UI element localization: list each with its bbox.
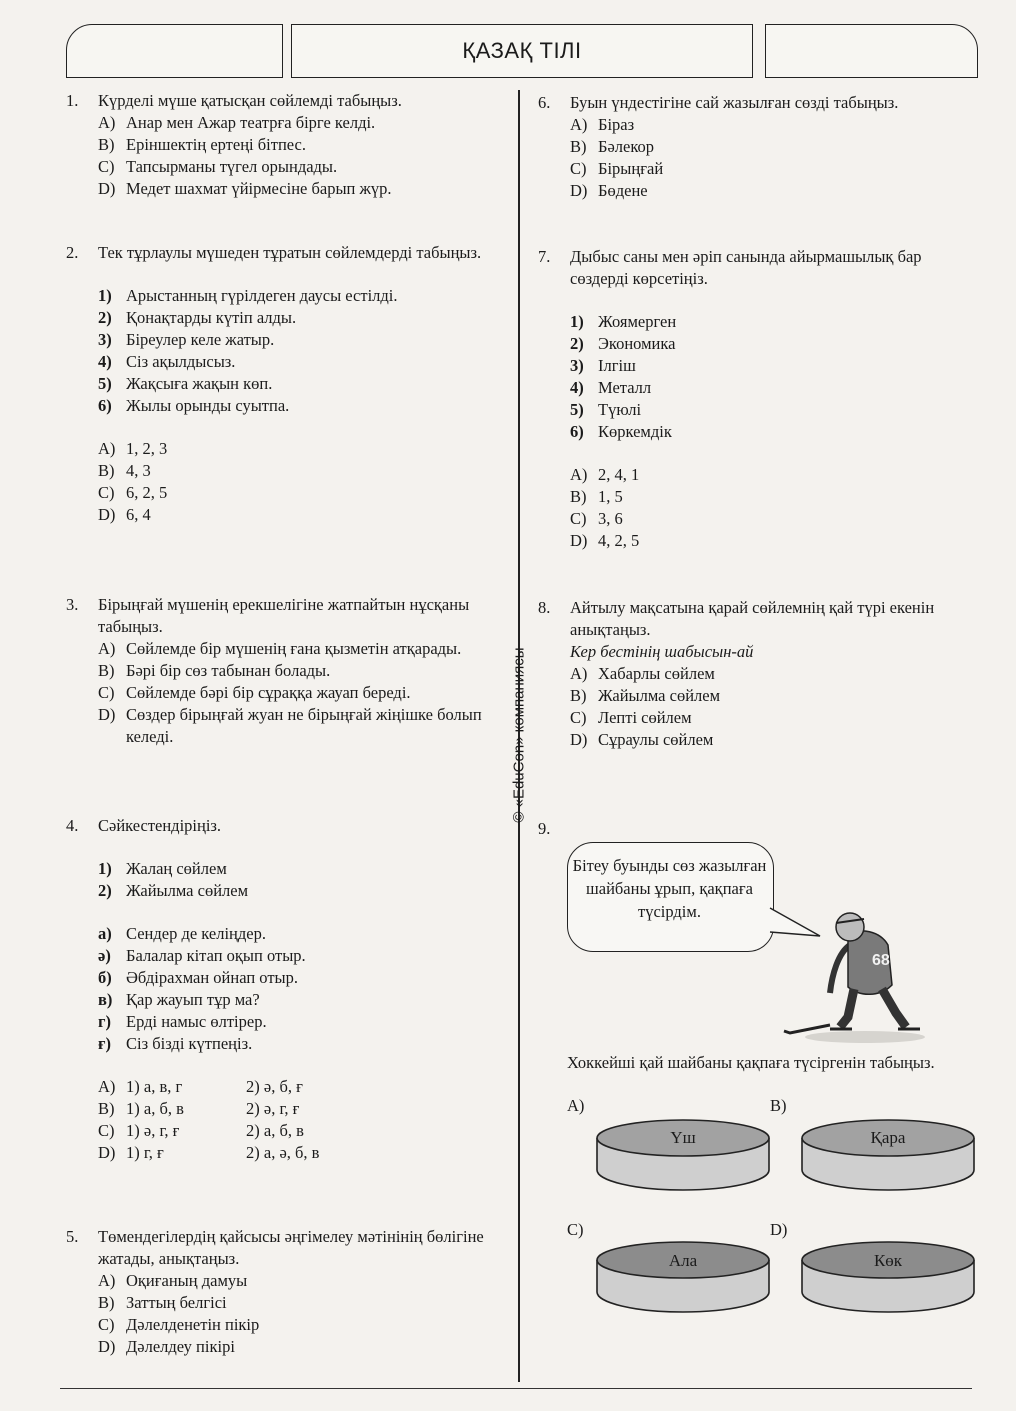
- item-text: Сендер де келіңдер.: [126, 924, 266, 943]
- item-label: 6): [570, 422, 584, 441]
- item-label: 6): [98, 396, 112, 415]
- page-title: ҚАЗАҚ ТІЛІ: [462, 38, 582, 63]
- option-label: C): [98, 157, 115, 176]
- item-label: 2): [570, 334, 584, 353]
- answer-option[interactable]: [98, 504, 486, 526]
- question-text: Төмендегілердің қайсысы әңгімелеу мәтінінің бөлігіне жатады, анықтаңыз.: [98, 1227, 484, 1268]
- question-text: Дыбыс саны мен әріп санында айырмашылық бар сөздерді көрсетіңіз.: [570, 247, 922, 288]
- option-label: A): [98, 113, 116, 132]
- answer-option[interactable]: [98, 178, 506, 200]
- item-label: ғ): [98, 1034, 111, 1053]
- item-text: Сіз бізді күтпеңіз.: [126, 1034, 253, 1053]
- list-item: [98, 329, 486, 351]
- option-label: D): [98, 705, 116, 724]
- answer-option[interactable]: [98, 1336, 496, 1358]
- answer-option[interactable]: [98, 112, 506, 134]
- item-label: 2): [98, 308, 112, 327]
- item-label: 1): [98, 286, 112, 305]
- option-text: 6, 2, 5: [126, 483, 168, 502]
- option-text: Сұраулы сөйлем: [598, 730, 714, 749]
- question-text: Бірыңғай мүшенің ерекшелігіне жатпайтын нұсқаны табыңыз.: [98, 595, 470, 636]
- answer-option[interactable]: [98, 1292, 496, 1314]
- option-label: D): [570, 531, 588, 550]
- answer-option[interactable]: [570, 663, 958, 685]
- item-text: Балалар кітап оқып отыр.: [126, 946, 306, 965]
- option-label: B): [570, 137, 587, 156]
- puck-word: Ала: [668, 1251, 698, 1270]
- option-text: Хабарлы сөйлем: [598, 664, 715, 683]
- list-item: [570, 333, 958, 355]
- question-8: [538, 597, 958, 751]
- option-text: 6, 4: [126, 505, 151, 524]
- option-text: Еріншектің ертеңі бітпес.: [126, 135, 306, 154]
- item-label: 4): [98, 352, 112, 371]
- answer-option[interactable]: [570, 464, 958, 486]
- option-part-2: 2) ә, г, ғ: [246, 1099, 300, 1118]
- question-text: Сәйкестендіріңіз.: [98, 816, 222, 835]
- answer-option[interactable]: [98, 660, 496, 682]
- item-label: 2): [98, 881, 112, 900]
- option-label: A): [570, 115, 588, 134]
- question-number: 3.: [66, 595, 79, 614]
- option-label: C): [570, 708, 587, 727]
- item-label: 3): [98, 330, 112, 349]
- question-number: 8.: [538, 598, 551, 617]
- list-item: [98, 1033, 486, 1055]
- answer-option[interactable]: [98, 704, 496, 748]
- option-label: B): [570, 487, 587, 506]
- list-item: [98, 989, 486, 1011]
- option-label: C): [98, 1315, 115, 1334]
- question-2: [66, 242, 486, 526]
- item-text: Жайылма сөйлем: [126, 881, 249, 900]
- option-label: C): [98, 1121, 115, 1140]
- option-text: Дәлелдеу пікірі: [126, 1337, 235, 1356]
- list-item: [98, 967, 486, 989]
- hockey-player-icon: [770, 905, 950, 1045]
- item-text: Металл: [598, 378, 652, 397]
- option-text: Заттың белгісі: [126, 1293, 227, 1312]
- item-label: а): [98, 924, 112, 943]
- option-text: 1, 2, 3: [126, 439, 168, 458]
- list-item: [98, 373, 486, 395]
- item-label: 4): [570, 378, 584, 397]
- answer-option[interactable]: [98, 1098, 486, 1120]
- question-number: 4.: [66, 816, 79, 835]
- option-text: Бәрі бір сөз табынан болады.: [126, 661, 331, 680]
- answer-option[interactable]: [98, 1120, 486, 1142]
- question-text: Күрделі мүше қатысқан сөйлемді табыңыз.: [98, 91, 402, 110]
- item-text: Жоямерген: [598, 312, 677, 331]
- option-label: A): [567, 1096, 585, 1115]
- list-item: [570, 377, 958, 399]
- answer-option[interactable]: [98, 460, 486, 482]
- option-label: C): [98, 483, 115, 502]
- answer-option[interactable]: [570, 158, 978, 180]
- option-label: C): [570, 509, 587, 528]
- option-text: Оқиғаның дамуы: [126, 1271, 248, 1290]
- list-item: [98, 395, 486, 417]
- item-label: ә): [98, 946, 111, 965]
- item-label: 5): [570, 400, 584, 419]
- list-item: [98, 351, 486, 373]
- answer-option[interactable]: [570, 180, 978, 202]
- list-item: [98, 1011, 486, 1033]
- list-item: [570, 355, 958, 377]
- option-text: Бөдене: [598, 181, 648, 200]
- item-label: 5): [98, 374, 112, 393]
- item-label: б): [98, 968, 112, 987]
- option-label: B): [98, 1099, 115, 1118]
- question-7: [538, 246, 958, 552]
- item-label: 1): [98, 859, 112, 878]
- question-5: [66, 1226, 496, 1358]
- answer-option[interactable]: [98, 638, 496, 660]
- answer-option[interactable]: [98, 438, 486, 460]
- list-item: [570, 399, 958, 421]
- item-text: Арыстанның гүрілдеген даусы естілді.: [126, 286, 398, 305]
- option-label: D): [98, 1337, 116, 1356]
- option-text: Сөйлемде бәрі бір сұраққа жауап береді.: [126, 683, 411, 702]
- item-text: Жылы орынды суытпа.: [126, 396, 290, 415]
- option-label: A): [98, 1077, 116, 1096]
- answer-option[interactable]: [98, 156, 506, 178]
- answer-option[interactable]: [570, 486, 958, 508]
- option-label: C): [567, 1220, 584, 1239]
- list-item: [98, 858, 486, 880]
- option-label: B): [98, 135, 115, 154]
- option-part-1: 1) а, б, в: [126, 1099, 184, 1118]
- puck-word: Көк: [873, 1251, 903, 1270]
- list-item: [98, 923, 486, 945]
- answer-option[interactable]: [570, 530, 958, 552]
- option-label: A): [570, 664, 588, 683]
- item-text: Түюлі: [598, 400, 642, 419]
- option-label: B): [98, 461, 115, 480]
- option-part-2: 2) а, ә, б, в: [246, 1143, 320, 1162]
- answer-option[interactable]: [570, 685, 958, 707]
- answer-option[interactable]: [98, 1270, 496, 1292]
- question-number: 7.: [538, 247, 551, 266]
- item-text: Экономика: [598, 334, 676, 353]
- option-text: 1, 5: [598, 487, 623, 506]
- option-part-1: 1) а, в, г: [126, 1077, 183, 1096]
- answer-option[interactable]: [98, 134, 506, 156]
- question-9: [567, 1052, 967, 1074]
- option-label: B): [98, 1293, 115, 1312]
- list-item: [570, 311, 958, 333]
- option-label: A): [570, 465, 588, 484]
- question-text: Айтылу мақсатына қарай сөйлемнің қай түрі екенін анықтаңыз.: [570, 598, 935, 639]
- answer-option[interactable]: [98, 1142, 486, 1164]
- option-text: 3, 6: [598, 509, 623, 528]
- item-text: Көркемдік: [598, 422, 672, 441]
- option-label: A): [98, 1271, 116, 1290]
- question-6: [538, 92, 978, 202]
- list-item: [98, 945, 486, 967]
- option-part-2: 2) а, б, в: [246, 1121, 304, 1140]
- question-number: 5.: [66, 1227, 79, 1246]
- question-text: Буын үндестігіне сай жазылған сөзді табыңыз.: [570, 93, 899, 112]
- question-number: 9.: [538, 819, 551, 838]
- option-label: C): [570, 159, 587, 178]
- option-text: 4, 3: [126, 461, 151, 480]
- question-number: 2.: [66, 243, 79, 262]
- question-9-number: [538, 818, 550, 840]
- answer-option[interactable]: [98, 482, 486, 504]
- option-text: Жайылма сөйлем: [598, 686, 721, 705]
- item-text: Ілгіш: [598, 356, 636, 375]
- option-label: D): [98, 505, 116, 524]
- question-4: [66, 815, 486, 1164]
- speech-bubble-text: Бітеу буынды сөз жазылған шайбаны ұрып, қақпаға түсірдім.: [572, 856, 767, 921]
- option-label: C): [98, 683, 115, 702]
- option-label: A): [98, 439, 116, 458]
- option-label: B): [98, 661, 115, 680]
- answer-option[interactable]: [98, 1076, 486, 1098]
- question-number: 6.: [538, 93, 551, 112]
- option-text: Анар мен Ажар театрға бірге келді.: [126, 113, 376, 132]
- option-text: Дәлелденетін пікір: [126, 1315, 260, 1334]
- item-text: Сіз ақылдысыз.: [126, 352, 236, 371]
- question-text: Хоккейші қай шайбаны қақпаға түсіргенін табыңыз.: [567, 1053, 935, 1072]
- answer-option[interactable]: [570, 729, 958, 751]
- question-number: 1.: [66, 91, 79, 110]
- option-text: Біраз: [598, 115, 635, 134]
- option-label: D): [570, 730, 588, 749]
- header-left-box: [66, 24, 283, 78]
- question-1: [66, 90, 506, 200]
- option-text: Тапсырманы түгел орындады.: [126, 157, 338, 176]
- copyright-text: © «EduCon» компаниясы: [510, 647, 528, 823]
- option-part-2: 2) ә, б, ғ: [246, 1077, 303, 1096]
- option-label: D): [98, 1143, 116, 1162]
- option-text: 4, 2, 5: [598, 531, 640, 550]
- answer-option[interactable]: [98, 1314, 496, 1336]
- option-text: Сөздер бірыңғай жуан не бірыңғай жіңішке болып келеді.: [126, 705, 482, 746]
- option-text: Сөйлемде бір мүшенің ғана қызметін атқарады.: [126, 639, 462, 658]
- item-label: 1): [570, 312, 584, 331]
- answer-option[interactable]: [98, 682, 496, 704]
- puck-word: Қара: [870, 1128, 906, 1147]
- list-item: [98, 307, 486, 329]
- example-sentence: Кер бестінің шабысын-ай: [570, 642, 754, 661]
- answer-option[interactable]: [570, 508, 958, 530]
- option-label: D): [98, 179, 116, 198]
- option-part-1: 1) г, ғ: [126, 1143, 164, 1162]
- answer-option[interactable]: [570, 114, 978, 136]
- option-label: D): [770, 1220, 788, 1239]
- option-label: A): [98, 639, 116, 658]
- option-label: B): [770, 1096, 787, 1115]
- option-label: B): [570, 686, 587, 705]
- option-text: Лепті сөйлем: [598, 708, 692, 727]
- item-text: Ерді намыс өлтірер.: [126, 1012, 267, 1031]
- answer-option[interactable]: [570, 707, 958, 729]
- option-part-1: 1) ә, г, ғ: [126, 1121, 180, 1140]
- item-text: Жалаң сөйлем: [126, 859, 227, 878]
- list-item: [98, 285, 486, 307]
- question-text: Тек тұрлаулы мүшеден тұратын сөйлемдерді табыңыз.: [98, 243, 482, 262]
- option-text: Бірыңғай: [598, 159, 664, 178]
- answer-option[interactable]: [570, 136, 978, 158]
- footer-rule: [60, 1388, 972, 1389]
- option-label: D): [570, 181, 588, 200]
- list-item: [570, 421, 958, 443]
- item-label: г): [98, 1012, 111, 1031]
- item-label: в): [98, 990, 113, 1009]
- item-text: Біреулер келе жатыр.: [126, 330, 275, 349]
- list-item: [98, 880, 486, 902]
- item-text: Әбдірахман ойнап отыр.: [126, 968, 298, 987]
- option-text: 2, 4, 1: [598, 465, 640, 484]
- option-text: Медет шахмат үйірмесіне барып жүр.: [126, 179, 392, 198]
- jersey-number: 68: [872, 952, 890, 969]
- item-text: Жақсыға жақын көп.: [126, 374, 273, 393]
- option-text: Бәлекор: [598, 137, 655, 156]
- question-3: [66, 594, 496, 748]
- header-right-box: [765, 24, 978, 78]
- puck-word: Үш: [670, 1128, 696, 1147]
- item-text: Қар жауып тұр ма?: [126, 990, 260, 1009]
- item-text: Қонақтарды күтіп алды.: [126, 308, 297, 327]
- item-label: 3): [570, 356, 584, 375]
